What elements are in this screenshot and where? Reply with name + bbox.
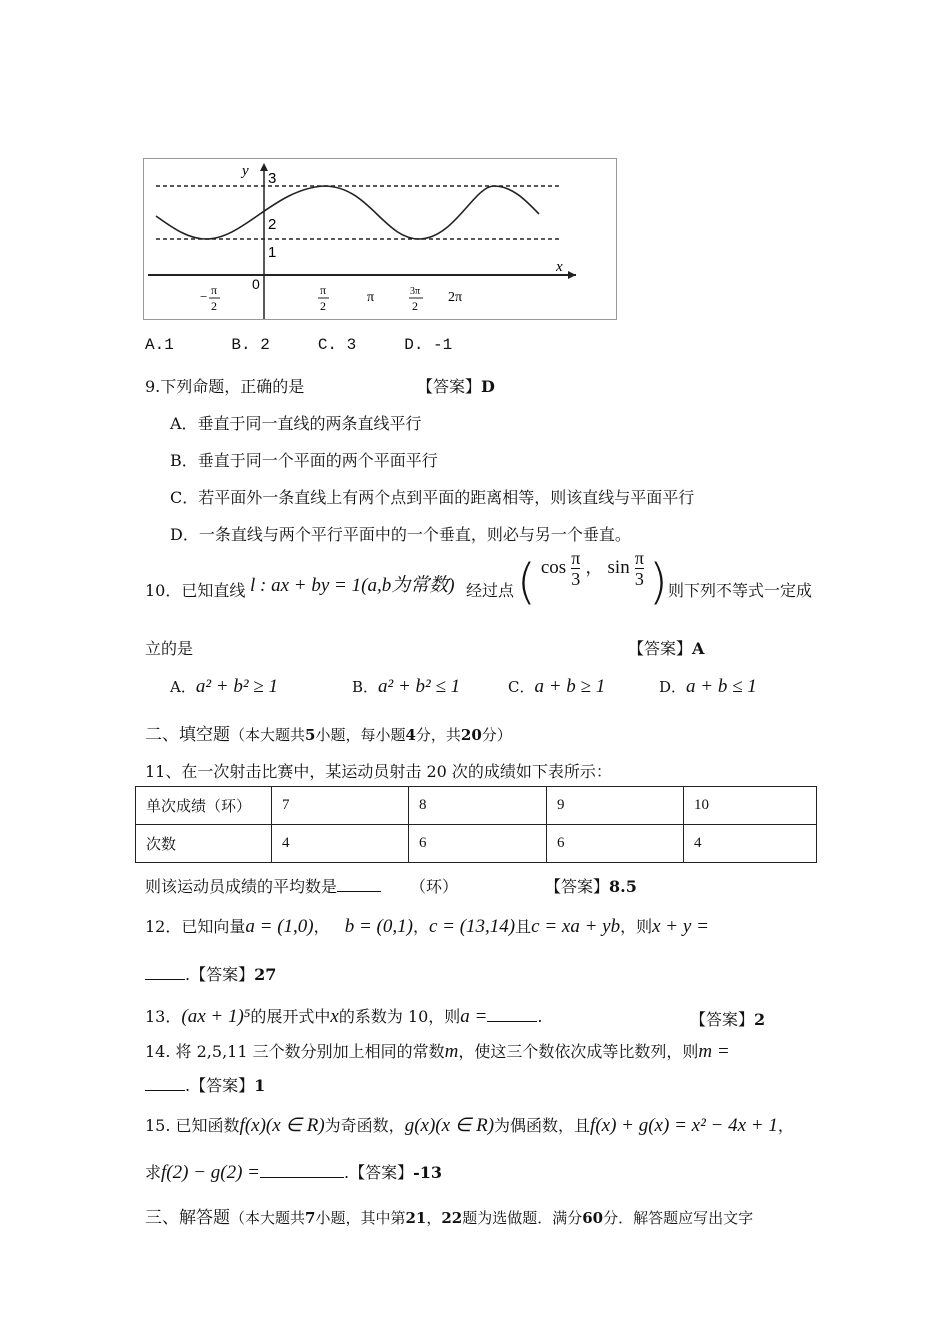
table-row — [136, 787, 817, 825]
sine-curve — [156, 186, 539, 239]
q15-line — [145, 1113, 794, 1137]
tick-neg-half-pi-num: π — [211, 283, 218, 297]
table-row — [136, 825, 817, 863]
tick-half-pi-num: π — [320, 283, 327, 297]
section3-n2: 21 — [405, 1209, 427, 1227]
q14-answer-label: 【答案】 — [190, 1076, 255, 1095]
table-cell: 4 — [684, 825, 817, 863]
q11-blank — [337, 877, 381, 892]
tick-pi: π — [367, 290, 375, 305]
q9-option-d: D．一条直线与两个平行平面中的一个垂直，则必与另一个垂直。 — [170, 525, 631, 544]
x-axis-label: x — [556, 259, 563, 275]
table-cell: 6 — [409, 825, 547, 863]
q9-option-a: A．垂直于同一直线的两条直线平行 — [170, 414, 422, 433]
q13-blank — [487, 1007, 537, 1022]
section2-title: 二、填空题 — [145, 725, 230, 745]
q10-option-d-letter: D． — [659, 678, 687, 696]
tick-three-half-pi-den: 2 — [412, 299, 418, 313]
q10-frac-a-num: π — [571, 548, 581, 568]
q8-options: A.1 B. 2 C. 3 D. -1 — [145, 336, 453, 354]
q13-line: 13．(ax + 1)⁵的展开式中x的系数为 10，则a = . — [145, 1006, 543, 1027]
q15-blank — [260, 1163, 344, 1178]
q11-stem: 11、在一次射击比赛中，某运动员射击 20 次的成绩如下表所示： — [145, 762, 612, 781]
q15-equation: f(x) + g(x) = x² − 4x + 1 — [590, 1115, 778, 1136]
q10-frac-b-num: π — [634, 548, 644, 568]
q10-comma: ， — [585, 558, 603, 578]
section3-p3: ， — [426, 1209, 442, 1227]
table-cell: 6 — [547, 825, 684, 863]
y-axis-arrow — [260, 163, 268, 171]
q15-prefix: 15. 已知函数 — [145, 1116, 240, 1135]
q14-text: 14. 将 2,5,11 三个数分别加上相同的常数 — [145, 1042, 445, 1061]
q13-answer-value: 2 — [754, 1010, 766, 1029]
q12-answer-value: 27 — [254, 965, 277, 984]
table-cell: 10 — [684, 787, 817, 825]
q13-expr: (ax + 1)⁵ — [181, 1006, 251, 1027]
q10-option-a — [170, 676, 278, 698]
table-cell: 8 — [409, 787, 547, 825]
q9-option-b: B．垂直于同一个平面的两个平面平行 — [170, 451, 438, 470]
tick-neg-half-pi-minus: − — [200, 289, 208, 304]
q12-line: 12．已知向量a = (1,0)， b = (0,1)，c = (13,14)且c = xa + yb，则x + y = — [145, 916, 709, 937]
q12-relation: c = xa + yb — [531, 916, 621, 937]
section2-p3: 分，共 — [415, 726, 461, 744]
q13-target: a = — [460, 1006, 488, 1027]
q10-option-c — [508, 676, 605, 698]
q10-passes: 经过点 — [466, 581, 515, 600]
q9-answer-label: 【答案】 — [417, 377, 482, 396]
table-cell: 次数 — [136, 825, 272, 863]
table-cell: 4 — [272, 825, 409, 863]
q10-frac-pi-3-a — [571, 548, 580, 589]
q11-after-text: 则该运动员成绩的平均数是 — [145, 877, 338, 896]
y-tick-2: 2 — [268, 216, 277, 233]
q10-option-b-letter: B． — [352, 678, 379, 696]
x-axis-arrow — [568, 271, 576, 279]
q14-target: m = — [698, 1041, 730, 1062]
q10-option-d — [659, 676, 757, 698]
table-cell: 单次成绩（环） — [136, 787, 272, 825]
q12-target: x + y = — [652, 916, 709, 937]
q10-suffix: 则下列不等式一定成 — [668, 581, 813, 600]
q9-stem: 9.下列命题，正确的是 — [145, 377, 305, 396]
q15-g: g(x)(x ∈ R) — [404, 1115, 495, 1136]
q9-option-c: C．若平面外一条直线上有两个点到平面的距离相等，则该直线与平面平行 — [170, 488, 695, 507]
q10-point — [517, 548, 668, 612]
q10-frac-b-den: 3 — [634, 569, 644, 589]
section3-p1: （本大题共 — [230, 1209, 306, 1227]
q13-prefix: 13． — [145, 1007, 182, 1026]
q13-answer — [690, 1007, 765, 1030]
q10-prefix: 10．已知直线 — [145, 581, 246, 600]
q14-answer-value: 1 — [254, 1076, 266, 1095]
q10-frac-a-den: 3 — [571, 569, 581, 589]
y-tick-1: 1 — [268, 244, 277, 261]
q14-var: m — [444, 1041, 459, 1062]
tick-neg-half-pi-den: 2 — [211, 299, 217, 313]
section2-p2: 小题，每小题 — [315, 726, 406, 744]
q10-answer-label: 【答案】 — [628, 639, 693, 658]
tick-two-pi: 2π — [448, 290, 463, 305]
q12-vector-a: a = (1,0) — [245, 916, 314, 937]
q10-cos: cos — [540, 557, 567, 578]
q15-target: f(2) − g(2) = — [161, 1162, 260, 1183]
q9-answer-value: D — [481, 377, 495, 396]
q10-option-d-expr: a + b ≤ 1 — [686, 676, 757, 697]
section3-n1: 7 — [305, 1209, 316, 1227]
q15-even: 为偶函数，且 — [494, 1116, 591, 1135]
q10-option-b — [352, 676, 460, 698]
q14-line — [145, 1039, 730, 1063]
q10-option-a-letter: A． — [170, 678, 196, 696]
y-tick-3: 3 — [268, 170, 277, 187]
q12-and: 且 — [515, 917, 532, 936]
q13-mid: 的展开式中 — [250, 1007, 331, 1026]
q10-right-paren: ) — [649, 554, 668, 610]
q11-after — [145, 874, 381, 897]
q15-odd: 为奇函数， — [324, 1116, 405, 1135]
q12-vector-b: b = (0,1) — [344, 916, 413, 937]
section2-n2: 4 — [405, 726, 416, 744]
q10-option-c-expr: a + b ≥ 1 — [534, 676, 606, 697]
section2-heading — [145, 720, 512, 745]
q11-answer — [545, 874, 637, 897]
section2-n1: 5 — [305, 726, 316, 744]
tick-three-half-pi-num: 3π — [410, 286, 421, 297]
table-cell: 7 — [272, 787, 409, 825]
q12-then: 则 — [636, 917, 653, 936]
section3-title: 三、解答题 — [145, 1208, 230, 1228]
q13-mid2: 的系数为 10，则 — [338, 1007, 461, 1026]
q10-line-equation: l : ax + by = 1(a,b为常数) — [250, 575, 455, 596]
y-axis-label: y — [242, 163, 249, 179]
section3-p5: 分．解答题应写出文字 — [603, 1209, 754, 1227]
section2-n3: 20 — [460, 726, 482, 744]
q15-answer-label: 【答案】 — [349, 1163, 414, 1182]
q12-answer-label: 【答案】 — [190, 965, 255, 984]
q15-ask: 求 — [145, 1163, 162, 1182]
q14-blank — [145, 1076, 185, 1091]
q12-answer-line: .【答案】27 — [145, 962, 276, 985]
sine-graph-svg — [144, 159, 616, 319]
section3-p2: 小题，其中第 — [315, 1209, 406, 1227]
q11-answer-value: 8.5 — [609, 877, 637, 896]
q10-answer — [628, 636, 704, 659]
origin-label: 0 — [252, 276, 260, 292]
q15-f: f(x)(x ∈ R) — [239, 1115, 325, 1136]
q14-answer-line: .【答案】1 — [145, 1073, 265, 1096]
q10-frac-pi-3-b — [635, 548, 644, 589]
section2-p1: （本大题共 — [230, 726, 306, 744]
score-table — [135, 786, 817, 863]
section3-heading — [145, 1203, 753, 1228]
section3-p4: 题为选做题．满分 — [462, 1209, 583, 1227]
tick-half-pi-den: 2 — [320, 299, 326, 313]
q15-answer-line: 求f(2) − g(2) = .【答案】-13 — [145, 1162, 443, 1183]
q11-answer-label: 【答案】 — [545, 877, 610, 896]
q13-var: x — [330, 1006, 339, 1027]
q15-comma: ， — [777, 1116, 794, 1135]
q10-option-c-letter: C． — [508, 678, 535, 696]
q9-answer — [417, 374, 495, 397]
q11-unit: （环） — [410, 877, 459, 896]
q14-text2: ，使这三个数依次成等比数列，则 — [458, 1042, 699, 1061]
q10-left-paren: ( — [517, 554, 536, 610]
section2-p4: 分） — [481, 726, 512, 744]
section3-n4: 60 — [582, 1209, 604, 1227]
q12-vector-c: c = (13,14) — [428, 916, 516, 937]
q13-answer-label: 【答案】 — [690, 1010, 755, 1029]
table-cell: 9 — [547, 787, 684, 825]
q15-answer-value: -13 — [413, 1163, 443, 1182]
q10-option-a-expr: a² + b² ≥ 1 — [195, 676, 278, 697]
sine-graph-figure — [143, 158, 617, 320]
section3-n3: 22 — [441, 1209, 463, 1227]
q10-answer-value: A — [692, 639, 705, 658]
q10-option-b-expr: a² + b² ≤ 1 — [378, 676, 461, 697]
q12-prefix: 12．已知向量 — [145, 917, 246, 936]
q10-sin: sin — [607, 557, 630, 578]
q12-blank — [145, 965, 185, 980]
q10-line2: 立的是 — [145, 639, 194, 658]
